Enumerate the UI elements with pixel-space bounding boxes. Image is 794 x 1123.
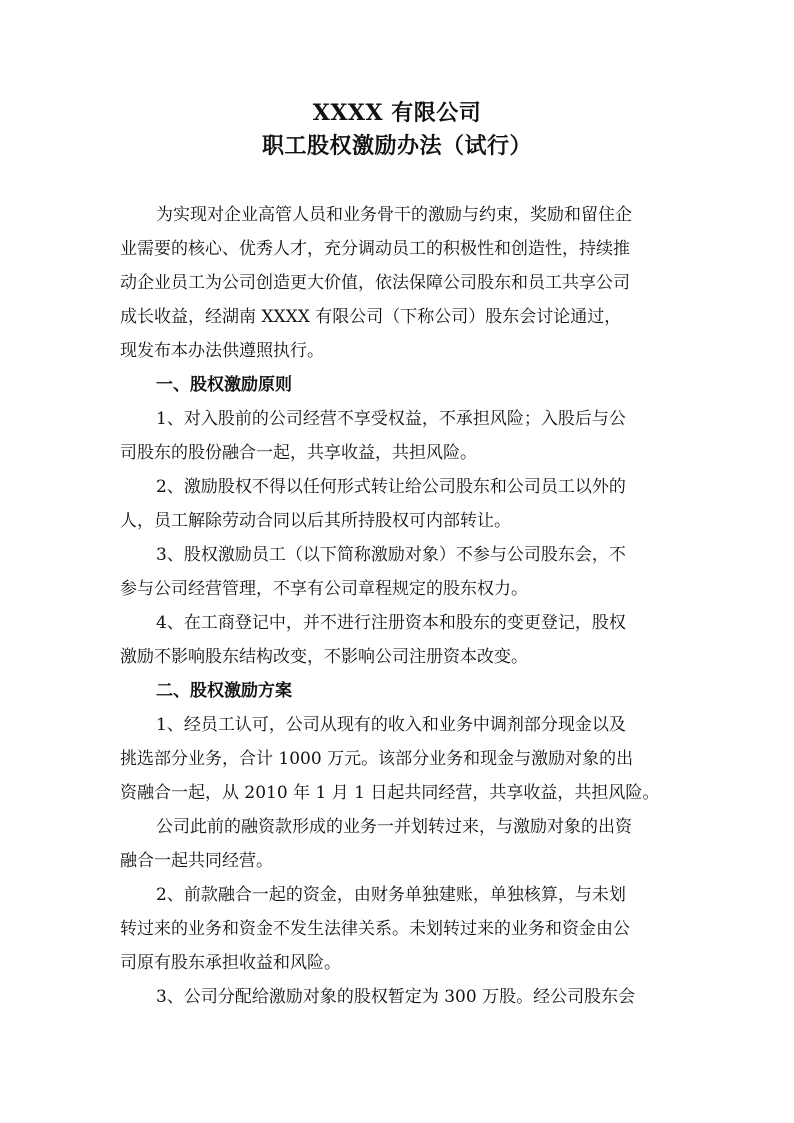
body-line: 2、激励股权不得以任何形式转让给公司股东和公司员工以外的: [156, 477, 626, 497]
body-line: 司股东的股份融合一起，共享收益，共担风险。: [120, 443, 477, 463]
document-title-company: XXXX 有限公司: [312, 100, 482, 126]
body-line: 2、前款融合一起的资金，由财务单独建账，单独核算，与未划: [156, 885, 626, 905]
body-line: 融合一起共同经营。: [120, 851, 273, 871]
body-line: 为实现对企业高管人员和业务骨干的激励与约束，奖励和留住企: [156, 205, 632, 225]
body-line: 激励不影响股东结构改变，不影响公司注册资本改变。: [120, 647, 528, 667]
section-heading: 二、股权激励方案: [156, 681, 292, 701]
body-line: 挑选部分业务，合计 1000 万元。该部分业务和现金与激励对象的出: [120, 749, 634, 769]
body-line: 动企业员工为公司创造更大价值，依法保障公司股东和员工共享公司: [120, 273, 630, 293]
document-title-plan: 职工股权激励办法（试行）: [261, 133, 532, 159]
body-line: 4、在工商登记中，并不进行注册资本和股东的变更登记，股权: [156, 613, 626, 633]
document-body: [120, 198, 678, 1014]
body-line: 现发布本办法供遵照执行。: [120, 341, 324, 361]
body-line: 公司此前的融资款形成的业务一并划转过来，与激励对象的出资: [156, 817, 632, 837]
body-line: 资融合一起，从 2010 年 1 月 1 日起共同经营，共享收益，共担风险。: [120, 783, 660, 803]
body-line: 1、对入股前的公司经营不享受权益，不承担风险；入股后与公: [156, 409, 626, 429]
body-line: 1、经员工认可，公司从现有的收入和业务中调剂部分现金以及: [156, 715, 626, 735]
body-line: 转过来的业务和资金不发生法律关系。未划转过来的业务和资金由公: [120, 919, 630, 939]
body-line: 3、公司分配给激励对象的股权暂定为 300 万股。经公司股东会: [156, 987, 636, 1007]
body-line: 人，员工解除劳动合同以后其所持股权可内部转让。: [120, 511, 511, 531]
body-line: 业需要的核心、优秀人才，充分调动员工的积极性和创造性，持续推: [120, 239, 630, 259]
section-heading: 一、股权激励原则: [156, 375, 292, 395]
body-line: 3、股权激励员工（以下简称激励对象）不参与公司股东会，不: [156, 545, 626, 565]
body-line: 参与公司经营管理，不享有公司章程规定的股东权力。: [120, 579, 528, 599]
body-line: 成长收益，经湖南 XXXX 有限公司（下称公司）股东会讨论通过，: [120, 307, 622, 327]
body-line: 司原有股东承担收益和风险。: [120, 953, 341, 973]
